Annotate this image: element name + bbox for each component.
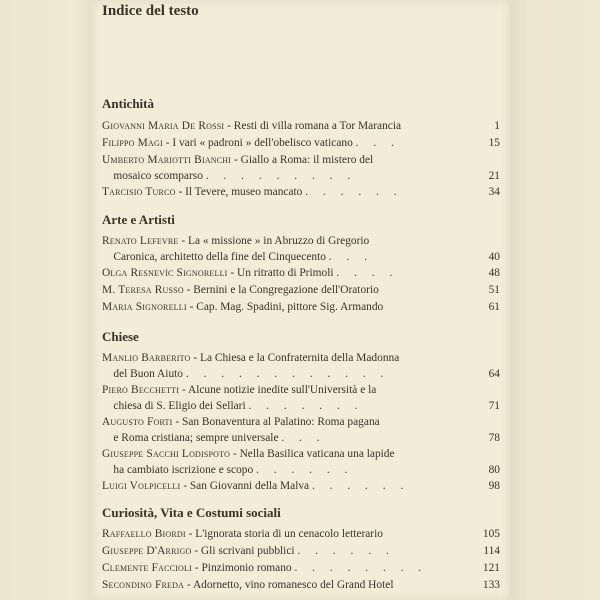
toc-entry (102, 526, 500, 542)
entry-title: - L'ignorata storia di un cenacolo letterario (185, 528, 383, 540)
entry-title: - Alcune notizie inedite sull'Università e la (179, 384, 377, 396)
toc-entry: Luigi Volpicelli - San Giovanni della Malva . . . . . . 98 (102, 480, 500, 492)
entry-page-number: 121 (482, 562, 500, 574)
entry-page-number: 105 (482, 528, 500, 540)
entry-author: Giovanni Maria De Rossi (102, 120, 225, 132)
toc-entry: Olga Resnevíc Signorelli - Un ritratto di Primoli . . . . 48 (102, 267, 500, 279)
entry-author: Renato Lefevre (102, 235, 179, 247)
toc-entry: Piero Becchetti - Alcune notizie inedite sull'Università e la chiesa di S. Eligio dei Sellari . . . . . . . 71 (102, 384, 500, 412)
entry-author: Luigi Volpicelli (102, 480, 181, 492)
entry-title: - Giallo a Roma: il mistero del (231, 154, 374, 166)
entry-title: - Un ritratto di Primoli (227, 267, 334, 279)
entry-author: Tarcisio Turco (102, 186, 176, 198)
toc-entry (102, 118, 500, 134)
entry-page-number: 64 (488, 368, 500, 380)
entry-title-continued: mosaico scomparso (113, 170, 203, 182)
entry-title: - Pinzimonio romano (191, 562, 292, 574)
entry-title: - San Bonaventura al Palatino: Roma pagana (172, 416, 380, 428)
entry-author: Manlio Barberito (102, 352, 191, 364)
entry-page-number: 78 (488, 432, 500, 444)
entry-title-continued: chiesa di S. Eligio dei Sellari (113, 400, 246, 412)
entry-page-number: 21 (488, 170, 500, 182)
entry-title: - La Chiesa e la Confraternita della Madonna (190, 352, 400, 364)
entry-title-continued: e Roma cristiana; sempre universale (113, 432, 279, 444)
entry-page-number: 61 (488, 301, 500, 313)
toc-entry: Giuseppe D'Arrigo - Gli scrivani pubblici . . . . . . 114 (102, 545, 500, 557)
toc-entry: Giuseppe Sacchi Lodispoto - Nella Basilica vaticana una lapide ha cambiato iscrizione e scopo . . . . . . 80 (102, 448, 500, 476)
section-title-curiosita: Curiosità, Vita e Costumi sociali (102, 505, 281, 520)
left-page-edge (0, 0, 92, 600)
toc-entry: Clemente Faccioli - Pinzimonio romano . . . . . . . . 121 (102, 562, 500, 574)
entry-author: Olga Resnevíc Signorelli (102, 267, 228, 279)
entry-page-number: 48 (488, 267, 500, 279)
entry-title: - Nella Basilica vaticana una lapide (230, 448, 395, 460)
entry-author: Secondino Freda (102, 579, 185, 591)
entry-page-number: 71 (488, 400, 500, 412)
entry-page-number: 114 (483, 545, 500, 557)
entry-title: - La « missione » in Abruzzo di Gregorio (178, 235, 370, 247)
entry-author: Clemente Faccioli (102, 562, 192, 574)
entry-author: Piero Becchetti (102, 384, 180, 396)
entry-page-number: 15 (488, 137, 500, 149)
entry-title: - Il Tevere, museo mancato (175, 186, 303, 198)
entry-author: Raffaello Biordi (102, 528, 186, 540)
toc-entry: Tarcisio Turco - Il Tevere, museo mancato . . . . . . 34 (102, 186, 500, 198)
entry-page-number: 34 (488, 186, 500, 198)
entry-title-continued: ha cambiato iscrizione e scopo (113, 464, 254, 476)
section-title-antichita: Antichità (102, 96, 154, 111)
section-title-chiese: Chiese (102, 329, 139, 344)
entry-title: - I vari « padroni » dell'obelisco vaticano (162, 137, 353, 149)
toc-entry: Augusto Forti - San Bonaventura al Palatino: Roma pagana e Roma cristiana; sempre universale . . . 78 (102, 416, 500, 444)
entry-author: Giuseppe D'Arrigo (102, 545, 192, 557)
entry-author: M. Teresa Russo (102, 284, 184, 296)
section-title-arte-e-artisti: Arte e Artisti (102, 212, 175, 227)
toc-entry (102, 299, 500, 315)
entry-title: - San Giovanni della Malva (180, 480, 310, 492)
entry-author: Filippo Magi (102, 137, 163, 149)
toc-entry: Filippo Magi - I vari « padroni » dell'obelisco vaticano . . . 15 (102, 137, 500, 149)
entry-title-continued: Caronica, architetto della fine del Cinquecento (113, 251, 326, 263)
toc-entry: Umberto Mariotti Bianchi - Giallo a Roma: il mistero del mosaico scomparso . . . . . . . . . 21 (102, 154, 500, 182)
toc-entry (102, 577, 500, 593)
toc-entry (102, 282, 500, 298)
entry-page-number: 1 (494, 120, 500, 132)
right-page-edge (510, 0, 600, 600)
entry-page-number: 40 (488, 251, 500, 263)
entry-title: - Bernini e la Congregazione dell'Oratorio (183, 284, 379, 296)
entry-page-number: 133 (482, 579, 500, 591)
entry-title: - Resti di villa romana a Tor Marancia (224, 120, 402, 132)
entry-title: - Adornetto, vino romanesco del Grand Hotel (184, 579, 394, 591)
entry-title: - Gli scrivani pubblici (191, 545, 295, 557)
toc-entry: Manlio Barberito - La Chiesa e la Confraternita della Madonna del Buon Aiuto . . . . . . . . . . . . 64 (102, 352, 500, 380)
entry-title-continued: del Buon Aiuto (113, 368, 184, 380)
entry-page-number: 98 (488, 480, 500, 492)
toc-entry: Renato Lefevre - La « missione » in Abruzzo di Gregorio Caronica, architetto della fine del Cinquecento . . . 40 (102, 235, 500, 263)
entry-page-number: 51 (488, 284, 500, 296)
entry-page-number: 80 (488, 464, 500, 476)
entry-author: Maria Signorelli (102, 301, 187, 313)
entry-title: - Cap. Mag. Spadini, pittore Sig. Armando (186, 301, 384, 313)
page-title: Indice del testo (102, 3, 199, 19)
entry-author: Umberto Mariotti Bianchi (102, 154, 232, 166)
entry-author: Augusto Forti (102, 416, 173, 428)
entry-author: Giuseppe Sacchi Lodispoto (102, 448, 231, 460)
